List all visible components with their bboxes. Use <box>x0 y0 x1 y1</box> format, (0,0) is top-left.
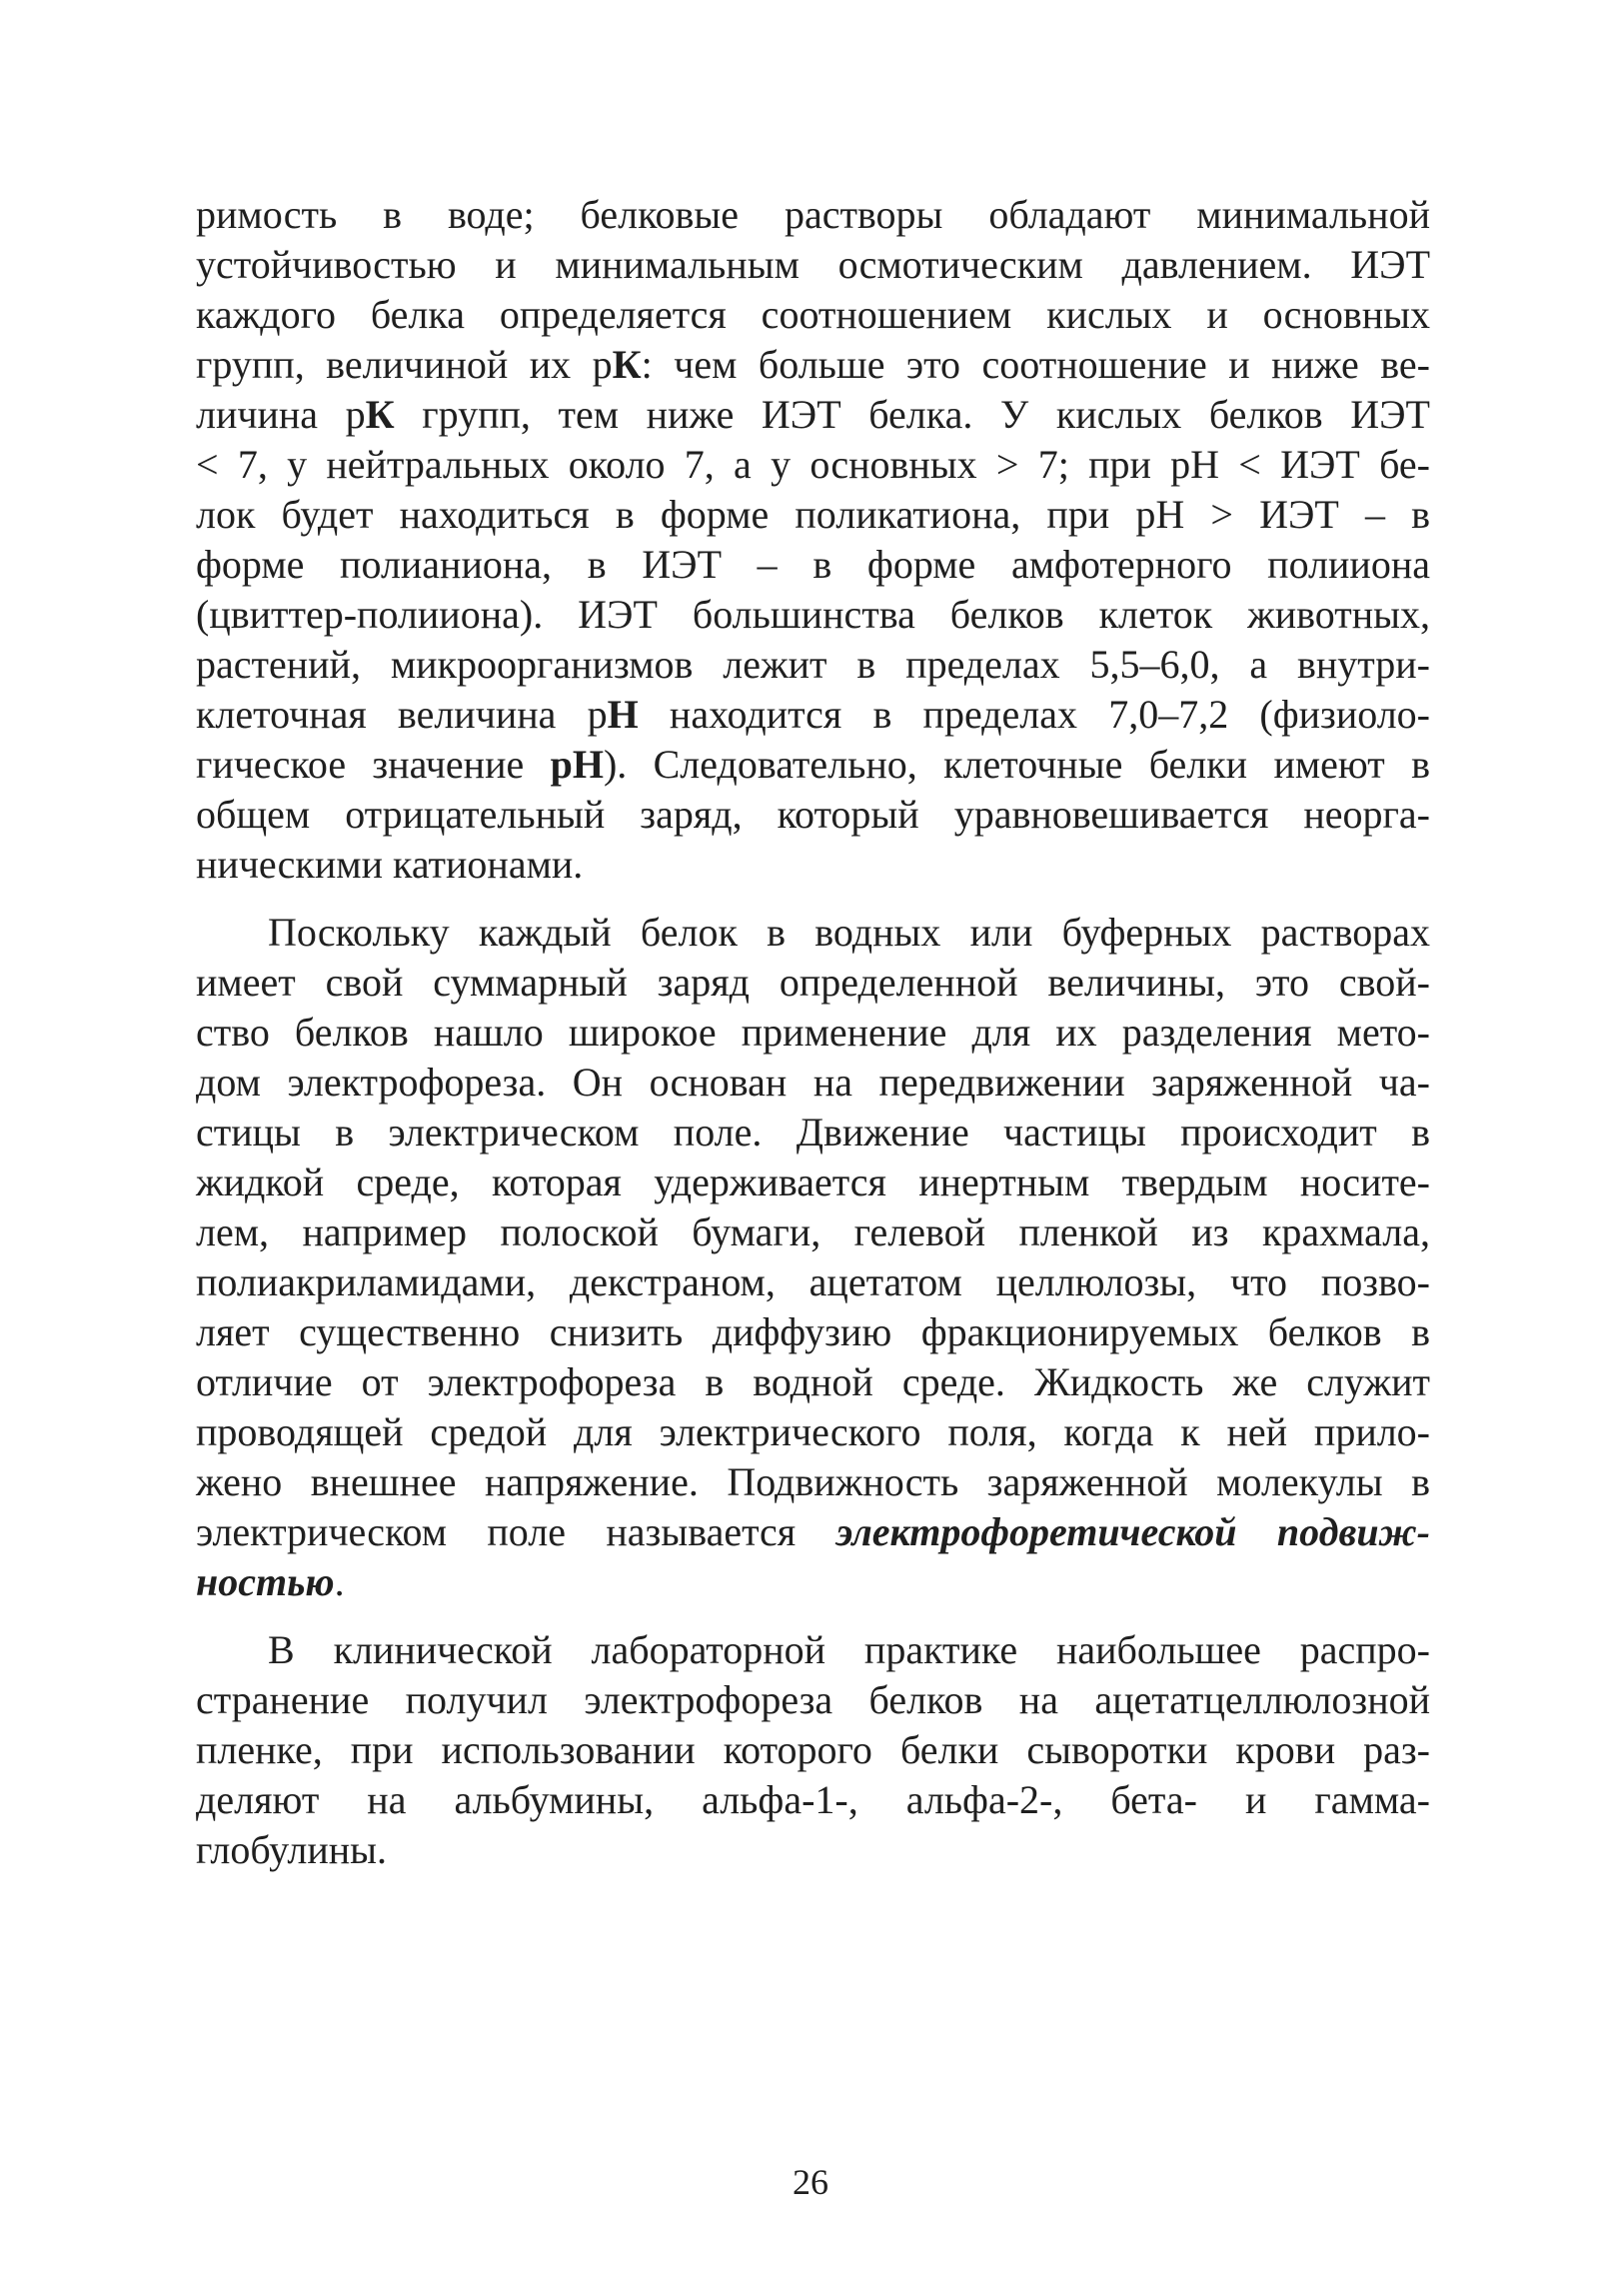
text-span: общем отрицательный заряд, который уравновешивается неорга- <box>196 792 1430 837</box>
page-body <box>196 190 1430 1875</box>
text-line <box>196 490 1430 540</box>
paragraph-gap <box>196 890 1430 908</box>
text-span: групп, величиной их р <box>196 342 613 387</box>
text-span: : чем больше это соотношение и ниже ве- <box>641 342 1430 387</box>
text-span: (цвиттер-полииона). ИЭТ большинства белков клеток животных, <box>196 592 1430 637</box>
text-span: клеточная величина р <box>196 692 608 737</box>
text-line <box>196 840 1430 890</box>
text-span: пленке, при использовании которого белки сыворотки крови раз- <box>196 1727 1430 1772</box>
text-span: находится в пределах 7,0–7,2 (физиоло- <box>638 692 1430 737</box>
paragraph <box>196 1625 1430 1875</box>
text-line <box>196 1207 1430 1257</box>
text-span: ). Следовательно, клеточные белки имеют в <box>603 742 1430 787</box>
text-line <box>196 1675 1430 1725</box>
text-line <box>196 1725 1430 1775</box>
text-line <box>196 1058 1430 1108</box>
text-span: римость в воде; белковые растворы обладают минимальной <box>196 192 1430 237</box>
text-line <box>196 790 1430 840</box>
text-span: каждого белка определяется соотношением кислых и основных <box>196 292 1430 337</box>
paragraph <box>196 190 1430 890</box>
text-span: ляет существенно снизить диффузию фракционируемых белков в <box>196 1309 1430 1354</box>
text-line <box>196 1625 1430 1675</box>
text-span: лок будет находиться в форме поликатиона, при pH > ИЭТ – в <box>196 492 1430 537</box>
text-span: жено внешнее напряжение. Подвижность заряженной молекулы в <box>196 1459 1430 1504</box>
text-span: глобулины. <box>196 1827 388 1872</box>
text-span: жидкой среде, которая удерживается инертным твердым носите- <box>196 1159 1430 1204</box>
text-line <box>196 640 1430 690</box>
text-line <box>196 1775 1430 1825</box>
text-span: устойчивостью и минимальным осмотическим давлением. ИЭТ <box>196 242 1430 287</box>
emphasized-text: К <box>612 342 642 387</box>
text-span: . <box>334 1559 345 1604</box>
text-span: < 7, у нейтральных около 7, а у основных > 7; при pH < ИЭТ бе- <box>196 442 1430 487</box>
text-line <box>196 1157 1430 1207</box>
text-span: лем, например полоской бумаги, гелевой пленкой из крахмала, <box>196 1209 1430 1254</box>
text-line <box>196 590 1430 640</box>
text-line <box>196 540 1430 590</box>
text-line <box>196 1108 1430 1157</box>
text-span: полиакриламидами, декстраном, ацетатом целлюлозы, что позво- <box>196 1259 1430 1304</box>
text-span: групп, тем ниже ИЭТ белка. У кислых белков ИЭТ <box>394 392 1430 437</box>
text-line <box>196 1008 1430 1058</box>
text-line <box>196 1257 1430 1307</box>
text-line <box>196 190 1430 240</box>
text-span: Поскольку каждый белок в водных или буферных растворах <box>268 910 1430 955</box>
text-line <box>196 1457 1430 1507</box>
text-span: гическое значение <box>196 742 551 787</box>
emphasized-text: Н <box>607 692 639 737</box>
text-span: личина р <box>196 392 366 437</box>
text-span: ническими катионами. <box>196 842 584 887</box>
text-line <box>196 440 1430 490</box>
text-span: растений, микроорганизмов лежит в пределах 5,5–6,0, а внутри- <box>196 642 1430 687</box>
paragraph-gap <box>196 1607 1430 1625</box>
text-span: форме полианиона, в ИЭТ – в форме амфотерного полииона <box>196 542 1430 587</box>
text-span: проводящей средой для электрического поля, когда к ней прило- <box>196 1409 1430 1454</box>
page-number: 26 <box>793 2162 828 2202</box>
text-span: В клинической лабораторной практике наибольшее распро- <box>268 1627 1430 1672</box>
text-span: электрическом поле называется <box>196 1509 836 1554</box>
text-span: отличие от электрофореза в водной среде. Жидкость же служит <box>196 1359 1430 1404</box>
emphasized-text: К <box>365 392 395 437</box>
text-line <box>196 240 1430 290</box>
emphasized-text: рН <box>550 742 604 787</box>
text-line <box>196 690 1430 740</box>
text-span: странение получил электрофореза белков на ацетатцеллюлозной <box>196 1677 1430 1722</box>
text-line <box>196 1407 1430 1457</box>
emphasized-text: электрофоретической подвиж- <box>835 1509 1430 1554</box>
text-span: деляют на альбумины, альфа-1-, альфа-2-, бета- и гамма- <box>196 1777 1430 1822</box>
text-line <box>196 740 1430 790</box>
text-line <box>196 1557 1430 1607</box>
text-line <box>196 1507 1430 1557</box>
text-span: имеет свой суммарный заряд определенной величины, это свой- <box>196 960 1430 1005</box>
text-line <box>196 1307 1430 1357</box>
text-line <box>196 1357 1430 1407</box>
text-span: стицы в электрическом поле. Движение частицы происходит в <box>196 1110 1430 1154</box>
text-span: дом электрофореза. Он основан на передвижении заряженной ча- <box>196 1060 1430 1105</box>
text-line <box>196 390 1430 440</box>
text-line <box>196 958 1430 1008</box>
text-line <box>196 340 1430 390</box>
paragraph <box>196 908 1430 1607</box>
text-span: ство белков нашло широкое применение для их разделения мето- <box>196 1010 1430 1055</box>
text-line <box>196 908 1430 958</box>
text-line <box>196 1825 1430 1875</box>
emphasized-text: ностью <box>196 1559 335 1604</box>
text-line <box>196 290 1430 340</box>
